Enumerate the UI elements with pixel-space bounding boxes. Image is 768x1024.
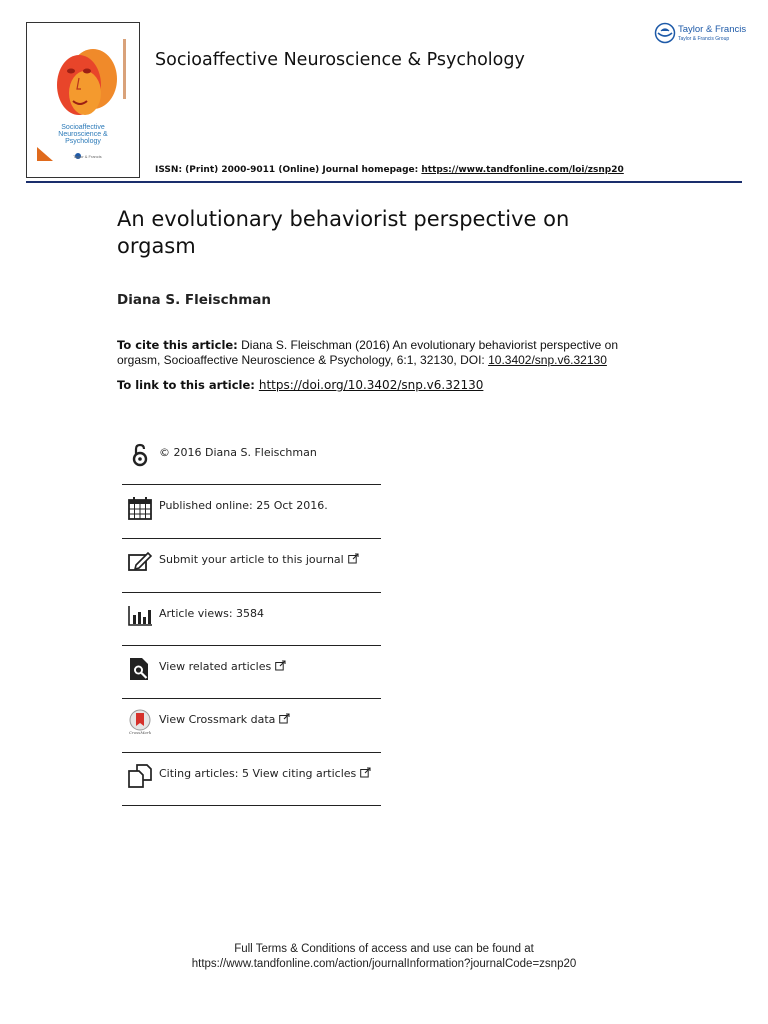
external-link-icon: [279, 713, 290, 724]
crossmark-icon: [127, 709, 153, 735]
citing-articles-text[interactable]: [159, 767, 371, 780]
document-search-icon: [127, 656, 153, 682]
citation-doi-link[interactable]: 10.3402/snp.v6.32130: [488, 353, 607, 367]
journal-homepage-link[interactable]: https://www.tandfonline.com/loi/zsnp20: [421, 165, 624, 175]
citing-documents-icon: [127, 763, 153, 789]
external-link-icon: [348, 553, 359, 564]
published-row: [122, 485, 381, 539]
cover-title-line: Socioaffective: [61, 124, 105, 131]
terms-footer: [0, 942, 768, 972]
article-title: An evolutionary behaviorist perspective on orgasm: [117, 207, 570, 258]
journal-cover: [26, 22, 140, 178]
footer-terms-url[interactable]: https://www.tandfonline.com/action/journalInformation?journalCode=zsnp20: [191, 958, 577, 970]
copyright-text: © 2016 Diana S. Fleischman: [159, 446, 317, 459]
taylor-francis-logo-icon: [654, 22, 676, 44]
cover-publisher-mark: Taylor & Francis: [73, 154, 102, 159]
article-link-line: [117, 378, 483, 392]
header-divider: [26, 181, 742, 183]
cover-title-line: Neuroscience &: [58, 131, 108, 138]
open-access-icon: [127, 442, 153, 468]
bar-chart-icon: [127, 603, 153, 629]
related-articles-text[interactable]: [159, 660, 286, 673]
external-link-icon: [275, 660, 286, 671]
issn-line: [155, 165, 624, 175]
article-link-label: To link to this article:: [117, 378, 255, 392]
submit-article-label: Submit your article to this journal: [159, 553, 344, 566]
cover-title: [27, 124, 139, 145]
submit-article-row[interactable]: [122, 539, 381, 593]
issn-text: ISSN: (Print) 2000-9011 (Online) Journal homepage:: [155, 165, 422, 175]
external-link-icon: [360, 767, 371, 778]
article-views-text: Article views: 3584: [159, 607, 265, 620]
publisher-name: Taylor & Francis: [678, 24, 747, 35]
citation-block: [117, 338, 657, 368]
calendar-icon: [127, 495, 153, 521]
copyright-row: [122, 432, 381, 485]
edit-pencil-icon: [127, 549, 153, 575]
citation-label: To cite this article:: [117, 338, 238, 352]
citing-articles-row[interactable]: [122, 753, 381, 806]
footer-line-1: Full Terms & Conditions of access and use can be found at: [234, 943, 534, 955]
publisher-group: Taylor & Francis Group: [678, 36, 730, 42]
cover-title-line: Psychology: [65, 138, 101, 145]
article-info-list: [122, 432, 381, 806]
journal-title: Socioaffective Neuroscience & Psychology: [155, 50, 525, 70]
article-doi-url[interactable]: https://doi.org/10.3402/snp.v6.32130: [258, 378, 484, 392]
article-views-row: [122, 593, 381, 646]
submit-article-text[interactable]: [159, 553, 359, 566]
crossmark-text[interactable]: [159, 713, 290, 726]
related-articles-row[interactable]: [122, 646, 381, 699]
related-articles-label: View related articles: [159, 660, 272, 673]
crossmark-label: View Crossmark data: [159, 713, 276, 726]
publisher-logo[interactable]: [654, 22, 747, 48]
article-author: Diana S. Fleischman: [117, 292, 271, 308]
citing-articles-label: Citing articles: 5 View citing articles: [159, 767, 357, 780]
published-date-text: Published online: 25 Oct 2016.: [159, 499, 328, 512]
crossmark-row[interactable]: [122, 699, 381, 753]
citation-text: Diana S. Fleischman (2016) An evolutionary behaviorist perspective on orgasm, Socioaffective Neuroscience & Psychology, 6:1, 32130, DOI:: [117, 338, 618, 367]
crossmark-icon-label: CrossMark: [128, 730, 152, 735]
